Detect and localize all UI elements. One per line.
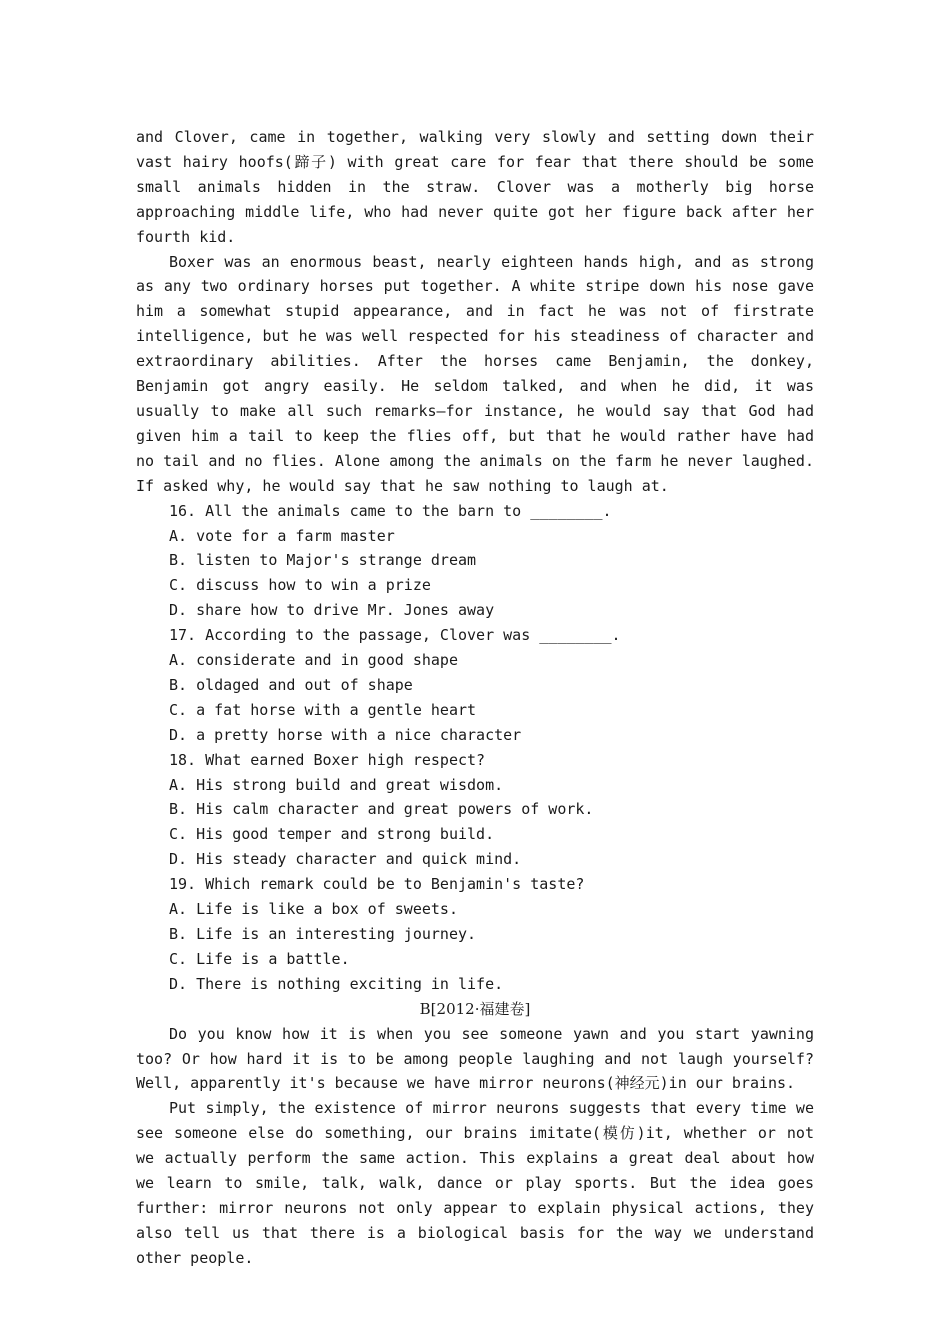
question-18 [136, 748, 814, 873]
option-c: C. a fat horse with a gentle heart [169, 700, 477, 719]
question-19 [136, 872, 814, 997]
option-b: B. Life is an interesting journey. [169, 925, 477, 943]
option-d: D. There is nothing exciting in life. [169, 974, 504, 993]
option-d: D. share how to drive Mr. Jones away [169, 601, 495, 620]
option-c: C. His good temper and strong build. [169, 825, 495, 844]
option-b: B. listen to Major's strange dream [169, 551, 477, 570]
option-a: A. considerate and in good shape [169, 651, 458, 670]
section-b-paragraph-2: Put simply, the existence of mirror neurons suggests that every time we see someone else do something, our brains imitate(模仿)it, whether or not we actually perform the same action. This explains a great deal about how we learn to smile, talk, walk, dance or play sports. But the idea goes further: mirror neurons not only appear to explain physical actions, they also tell us that there is a biological basis for the way we understand other people. [136, 1099, 814, 1267]
option-b: B. His calm character and great powers of work. [169, 800, 594, 819]
option-c: C. Life is a battle. [169, 949, 350, 968]
option-d: D. His steady character and quick mind. [169, 850, 522, 869]
section-b-heading: B[2012·福建卷] [419, 999, 531, 1018]
question-16 [136, 499, 814, 624]
question-stem: 18. What earned Boxer high respect? [169, 750, 486, 769]
passage-paragraph-2: Boxer was an enormous beast, nearly eighteen hands high, and as strong as any two ordinary horses put together. A white stripe down his nose gave him a somewhat stupid appearance, and in fact he was not of firstrate intelligence, but he was well respected for his steadiness of character and extraordinary abilities. After the horses came Benjamin, the donkey, Benjamin got angry easily. He seldom talked, and when he did, it was usually to make all such remarks—for instance, he would say that God had given him a tail to keep the flies off, but that he would rather have had no tail and no flies. Alone among the animals on the farm he never laughed. If asked why, he would say that he saw nothing to laugh at. [136, 252, 814, 495]
passage-paragraph-1: and Clover, came in together, walking very slowly and setting down their vast hairy hoofs(蹄子) with great care for fear that there should be some small animals hidden in the straw. Clover was a motherly big horse approaching middle life, who had never quite got her figure back after her fourth kid. [136, 128, 814, 246]
option-a: A. His strong build and great wisdom. [169, 775, 504, 794]
option-a: A. Life is like a box of sweets. [169, 900, 458, 919]
option-c: C. discuss how to win a prize [169, 576, 431, 595]
section-b-paragraph-1: Do you know how it is when you see someone yawn and you start yawning too? Or how hard it is to be among people laughing and not laugh yourself? Well, apparently it's because we have mirror neurons(神经元)in our brains. [136, 1024, 814, 1093]
option-b: B. oldaged and out of shape [169, 675, 413, 694]
option-a: A. vote for a farm master [169, 526, 395, 545]
option-d: D. a pretty horse with a nice character [169, 725, 522, 744]
question-stem: 17. According to the passage, Clover was ________. [169, 626, 621, 645]
question-17 [136, 623, 814, 748]
question-stem: 19. Which remark could be to Benjamin's taste? [169, 875, 585, 894]
document-page [136, 125, 814, 1271]
question-stem: 16. All the animals came to the barn to ________. [169, 501, 612, 520]
